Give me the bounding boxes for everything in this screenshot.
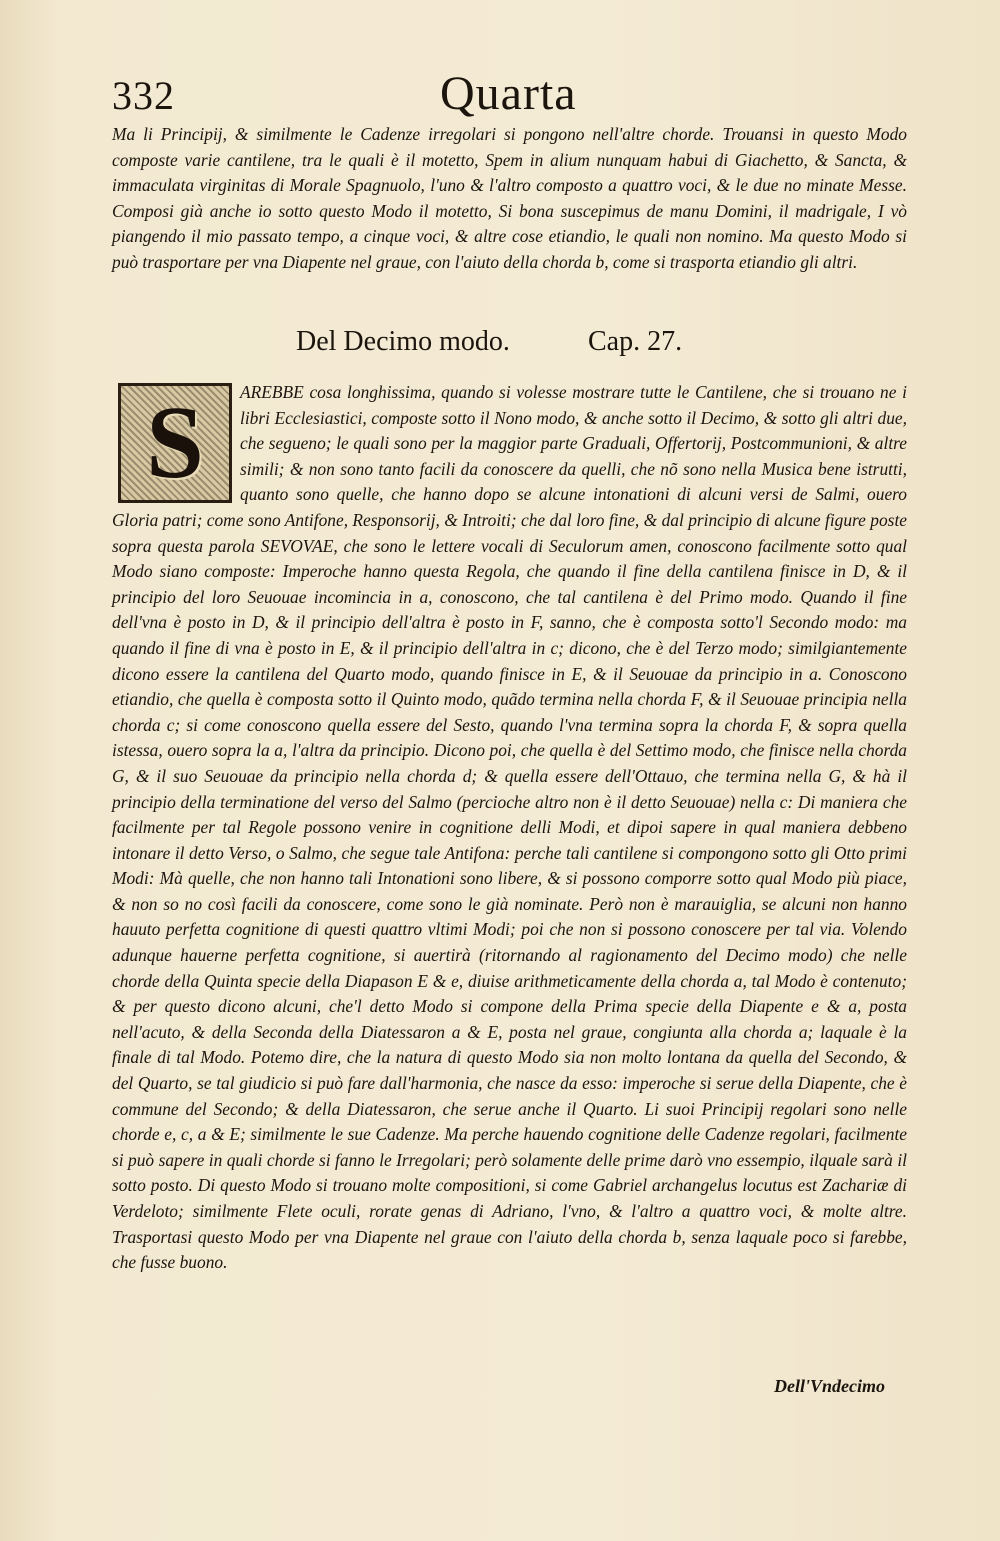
catchword: Dell'Vndecimo [774,1376,885,1396]
chapter-number: Cap. 27. [588,326,683,357]
initial-spacer [112,380,240,504]
intro-paragraph: Ma li Principij, & similmente le Cadenze irregolari si pongono nell'altre chorde. Trouansi in questo Modo composte varie cantilene, tra le quali è il motetto, Spem in alium nunquam habui di Giachetto, & Sancta, & immaculata virginitas di Morale Spagnuolo, l'uno & l'altro composto a quattro voci, & le due no minate Messe. Composi già anche io sotto questo Modo il motetto, Si bona suscepimus de manu Domini, il madrigale, I vò piangendo il mio passato tempo, a cinque voci, & altre cose etiandio, le quali non nomino. Ma questo Modo si può trasportare per vna Diapente nel graue, con l'aiuto della chorda b, come si trasporta etiandio gli altri. [112,124,907,272]
chapter-body [112,380,907,1276]
chapter-title: Del Decimo modo. [296,326,510,357]
page-number: 332 [112,73,175,118]
running-head: Quarta [440,67,577,120]
body-paragraph: AREBBE cosa longhissima, quando si volesse mostrare tutte le Cantilene, che si trouano ne i libri Ecclesiastici, composte sotto il Nono modo, & anche sotto il Decimo, & sotto gli altri due, che segueno; le quali sono per la maggior parte Graduali, Offertorij, Postcommunioni, & altre simili; & non sono tanto facili da conoscere da quelli, che nõ sono nella Musica bene istrutti, quanto sono quelle, che hanno dopo se alcune intonationi di alcuni versi de Salmi, ouero Gloria patri; come sono Antifone, Responsorij, & Introiti; che dal loro fine, & dal principio di alcune figure poste sopra questa parola SEVOVAE, che sono le lettere vocali di Seculorum amen, conoscono facilmente sotto qual Modo siano composte: Imperoche hanno questa Regola, che quando il fine della cantilena finisce in D, & il principio del loro Seuouae incomincia in a, conoscono, che tal cantilena è del Primo modo. Quando il fine dell'vna è posto in D, & il principio dell'altra è posto in F, sanno, che è composta sotto'l Secondo modo: ma quando il fine di vna è posto in E, & il principio dell'altra in c; dicono, che è del Terzo modo; similgiantemente dicono essere la cantilena del Quarto modo, quando finisce in E, & il Seuouae da principio in a. Conoscono etiandio, che quella è composta sotto il Quinto modo, quãdo termina nella chorda F, & il Seuouae principia nella chorda c; si come conoscono quella essere del Sesto, quando l'vna termina sopra la chorda F, & sopra quella istessa, ouero sopra la a, l'altra da principio. Dicono poi, che quella è del Settimo modo, che finisce nella chorda G, & il suo Seuouae da principio nella chorda d; & quella essere dell'Ottauo, che termina nella G, & hà il principio della terminatione del verso del Salmo (percioche altro non è il detto Seuouae) nella c: Di maniera che facilmente per tal Regole possono venire in cognitione delli Modi, et dipoi sapere in qual maniera debbeno intonare il detto Verso, o Salmo, che segue tale Antifona: perche tali cantilene si compongono sotto gli Otto primi Modi: Mà quelle, che non hanno tali Intonationi sono libere, & si possono comporre sotto qual Modo più piace, & non so no così facili da conoscere, come sono le già nominate. Però non è marauiglia, se alcuni non hanno hauuto perfetta cognitione di questi quattro vltimi Modi; poi che non si possono conoscere per tal via. Volendo adunque hauerne perfetta cognitione, si auertirà (ritornando al ragionamento del Decimo modo) che nelle chorde della Quinta specie della Diapason E & e, diuise arithmeticamente della chorda a, tal Modo è contenuto; & per questo dicono alcuni, che'l detto Modo si compone della Prima specie della Diapente e & a, posta nell'acuto, & della Seconda della Diatessaron a & E, posta nel graue, congiunta alla chorda a; laquale è la finale di tal Modo. Potemo dire, che la natura di questo Modo sia non molto lontana da quella del Secondo, & del Quarto, se tal giudicio si può fare dall'harmonia, che nasce da esso: imperoche si serue della Diapente, che è commune del Secondo; & della Diatessaron, che serue anche il Quarto. Li suoi Principij regolari sono nelle chorde e, c, a & E; similmente le sue Cadenze. Ma perche hauendo cognitione delle Cadenze regolari, facilmente si può sapere in quali chorde si fanno le Irregolari; però solamente delle prime darò vno essempio, ilquale sarà il sotto posto. Di questo Modo si trouano molte compositioni, si come Gabriel archangelus locutus est Zachariæ di Verdeloto; similmente Flete oculi, rorate genas di Adriano, l'vno, & l'altro a quattro voci, & molte altre. Trasportasi questo Modo per vna Diapente nel graue con l'aiuto della chorda b, senza laquale poco si farebbe, che fusse buono. [112,382,907,1273]
chapter-heading [296,326,756,366]
initial-letter: S [146,385,204,500]
